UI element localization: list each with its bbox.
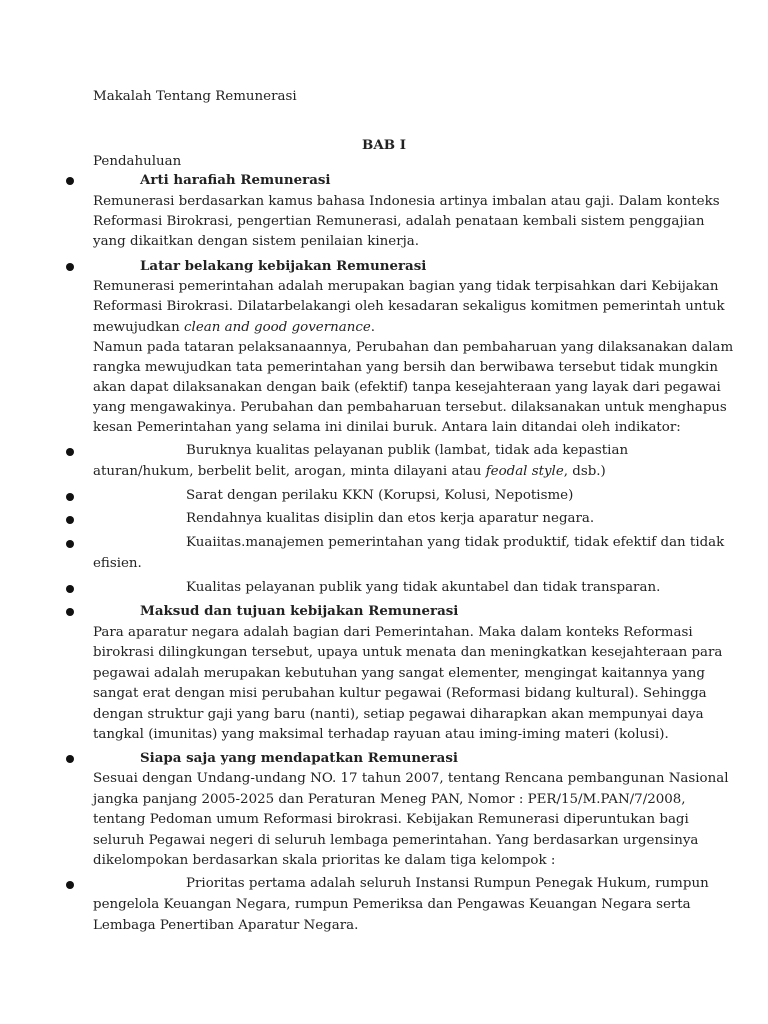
bullet-icon (66, 540, 74, 548)
bullet-icon (66, 516, 74, 524)
paragraph-line: Reformasi Birokrasi, pengertian Remunerasi, adalah penataan kembali sistem penggajian (93, 214, 705, 229)
priority-item: Prioritas pertama adalah seluruh Instansi Rumpun Penegak Hukum, rumpun (186, 876, 709, 891)
paragraph-line (93, 318, 375, 338)
paragraph-line: yang dikaitkan dengan sistem penilaian kinerja. (93, 234, 419, 249)
text-run: mewujudkan (93, 320, 185, 335)
bullet-icon (66, 177, 74, 185)
indicator-continuation: efisien. (93, 556, 142, 571)
bullet-icon (66, 755, 74, 763)
paragraph-line: Remunerasi pemerintahan adalah merupakan bagian yang tidak terpisahkan dari Kebijakan (93, 279, 719, 294)
bullet-icon (66, 448, 74, 456)
section-heading: Maksud dan tujuan kebijakan Remunerasi (140, 603, 459, 619)
paragraph-line: seluruh Pegawai negeri di seluruh lembaga pemerintahan. Yang berdasarkan urgensinya (93, 833, 699, 848)
paragraph-line: akan dapat dilaksanakan dengan baik (efektif) tanpa kesejahteraan yang layak dari pegawai (93, 380, 721, 395)
paragraph-line: rangka mewujudkan tata pemerintahan yang bersih dan berwibawa tersebut tidak mungkin (93, 360, 718, 375)
paragraph-line: tentang Pedoman umum Reformasi birokrasi. Kebijakan Remunerasi diperuntukan bagi (93, 812, 689, 827)
indicator-item: Kuaiitas.manajemen pemerintahan yang tidak produktif, tidak efektif dan tidak (186, 535, 725, 550)
italic-phrase: clean and good governance (184, 320, 371, 335)
paragraph-line: dikelompokan berdasarkan skala prioritas ke dalam tiga kelompok : (93, 853, 556, 868)
indicator-item: Sarat dengan perilaku KKN (Korupsi, Kolusi, Nepotisme) (186, 488, 574, 503)
text-run: aturan/hukum, berbelit belit, arogan, minta dilayani atau (93, 464, 486, 479)
bullet-icon (66, 881, 74, 889)
intro-label: Pendahuluan (93, 154, 182, 169)
indicator-item: Rendahnya kualitas disiplin dan etos kerja aparatur negara. (186, 511, 595, 526)
paragraph-line: tangkal (imunitas) yang maksimal terhadap rayuan atau iming-iming materi (kolusi). (93, 727, 669, 742)
paragraph-line: pegawai adalah merupakan kebutuhan yang sangat elementer, mengingat kaitannya yang (93, 666, 705, 681)
section-heading: Siapa saja yang mendapatkan Remunerasi (140, 750, 458, 766)
paragraph-line: dengan struktur gaji yang baru (nanti), setiap pegawai diharapkan akan mempunyai daya (93, 707, 704, 722)
paragraph-line: Namun pada tataran pelaksanaannya, Perubahan dan pembaharuan yang dilaksanakan dalam (93, 340, 734, 355)
paragraph-line: Sesuai dengan Undang-undang NO. 17 tahun 2007, tentang Rencana pembangunan Nasional (93, 771, 729, 786)
section-heading: Arti harafiah Remunerasi (140, 172, 331, 188)
text-run: , dsb.) (563, 464, 606, 479)
priority-continuation: pengelola Keuangan Negara, rumpun Pemeriksa dan Pengawas Keuangan Negara serta (93, 897, 691, 912)
bullet-icon (66, 493, 74, 501)
indicator-item: Buruknya kualitas pelayanan publik (lambat, tidak ada kepastian (186, 443, 629, 458)
paragraph-line: sangat erat dengan misi perubahan kultur pegawai (Reformasi bidang kultural). Sehingga (93, 686, 707, 701)
section-heading: Latar belakang kebijakan Remunerasi (140, 258, 427, 274)
paragraph-line: Reformasi Birokrasi. Dilatarbelakangi oleh kesadaran sekaligus komitmen pemerintah untuk (93, 299, 725, 314)
indicator-item: Kualitas pelayanan publik yang tidak akuntabel dan tidak transparan. (186, 580, 661, 595)
paragraph-line: jangka panjang 2005-2025 dan Peraturan Meneg PAN, Nomor : PER/15/M.PAN/7/2008, (93, 792, 686, 807)
bullet-icon (66, 608, 74, 616)
bullet-icon (66, 585, 74, 593)
priority-continuation: Lembaga Penertiban Aparatur Negara. (93, 918, 359, 933)
paragraph-line: birokrasi dilingkungan tersebut, upaya untuk menata dan meningkatkan kesejahteraan para (93, 645, 723, 660)
paragraph-line: kesan Pemerintahan yang selama ini dinilai buruk. Antara lain ditandai oleh indikator: (93, 420, 681, 435)
bullet-icon (66, 263, 74, 271)
paragraph-line: Para aparatur negara adalah bagian dari Pemerintahan. Maka dalam konteks Reformasi (93, 625, 693, 640)
paragraph-line: Remunerasi berdasarkan kamus bahasa Indonesia artinya imbalan atau gaji. Dalam konteks (93, 194, 720, 209)
paragraph-line: yang mengawakinya. Perubahan dan pembaharuan tersebut. dilaksanakan untuk menghapus (93, 400, 727, 415)
indicator-continuation (93, 462, 606, 482)
italic-phrase: feodal style (485, 464, 564, 479)
text-run: . (370, 320, 376, 335)
document-title: Makalah Tentang Remunerasi (93, 89, 297, 104)
chapter-label: BAB I (362, 137, 406, 153)
